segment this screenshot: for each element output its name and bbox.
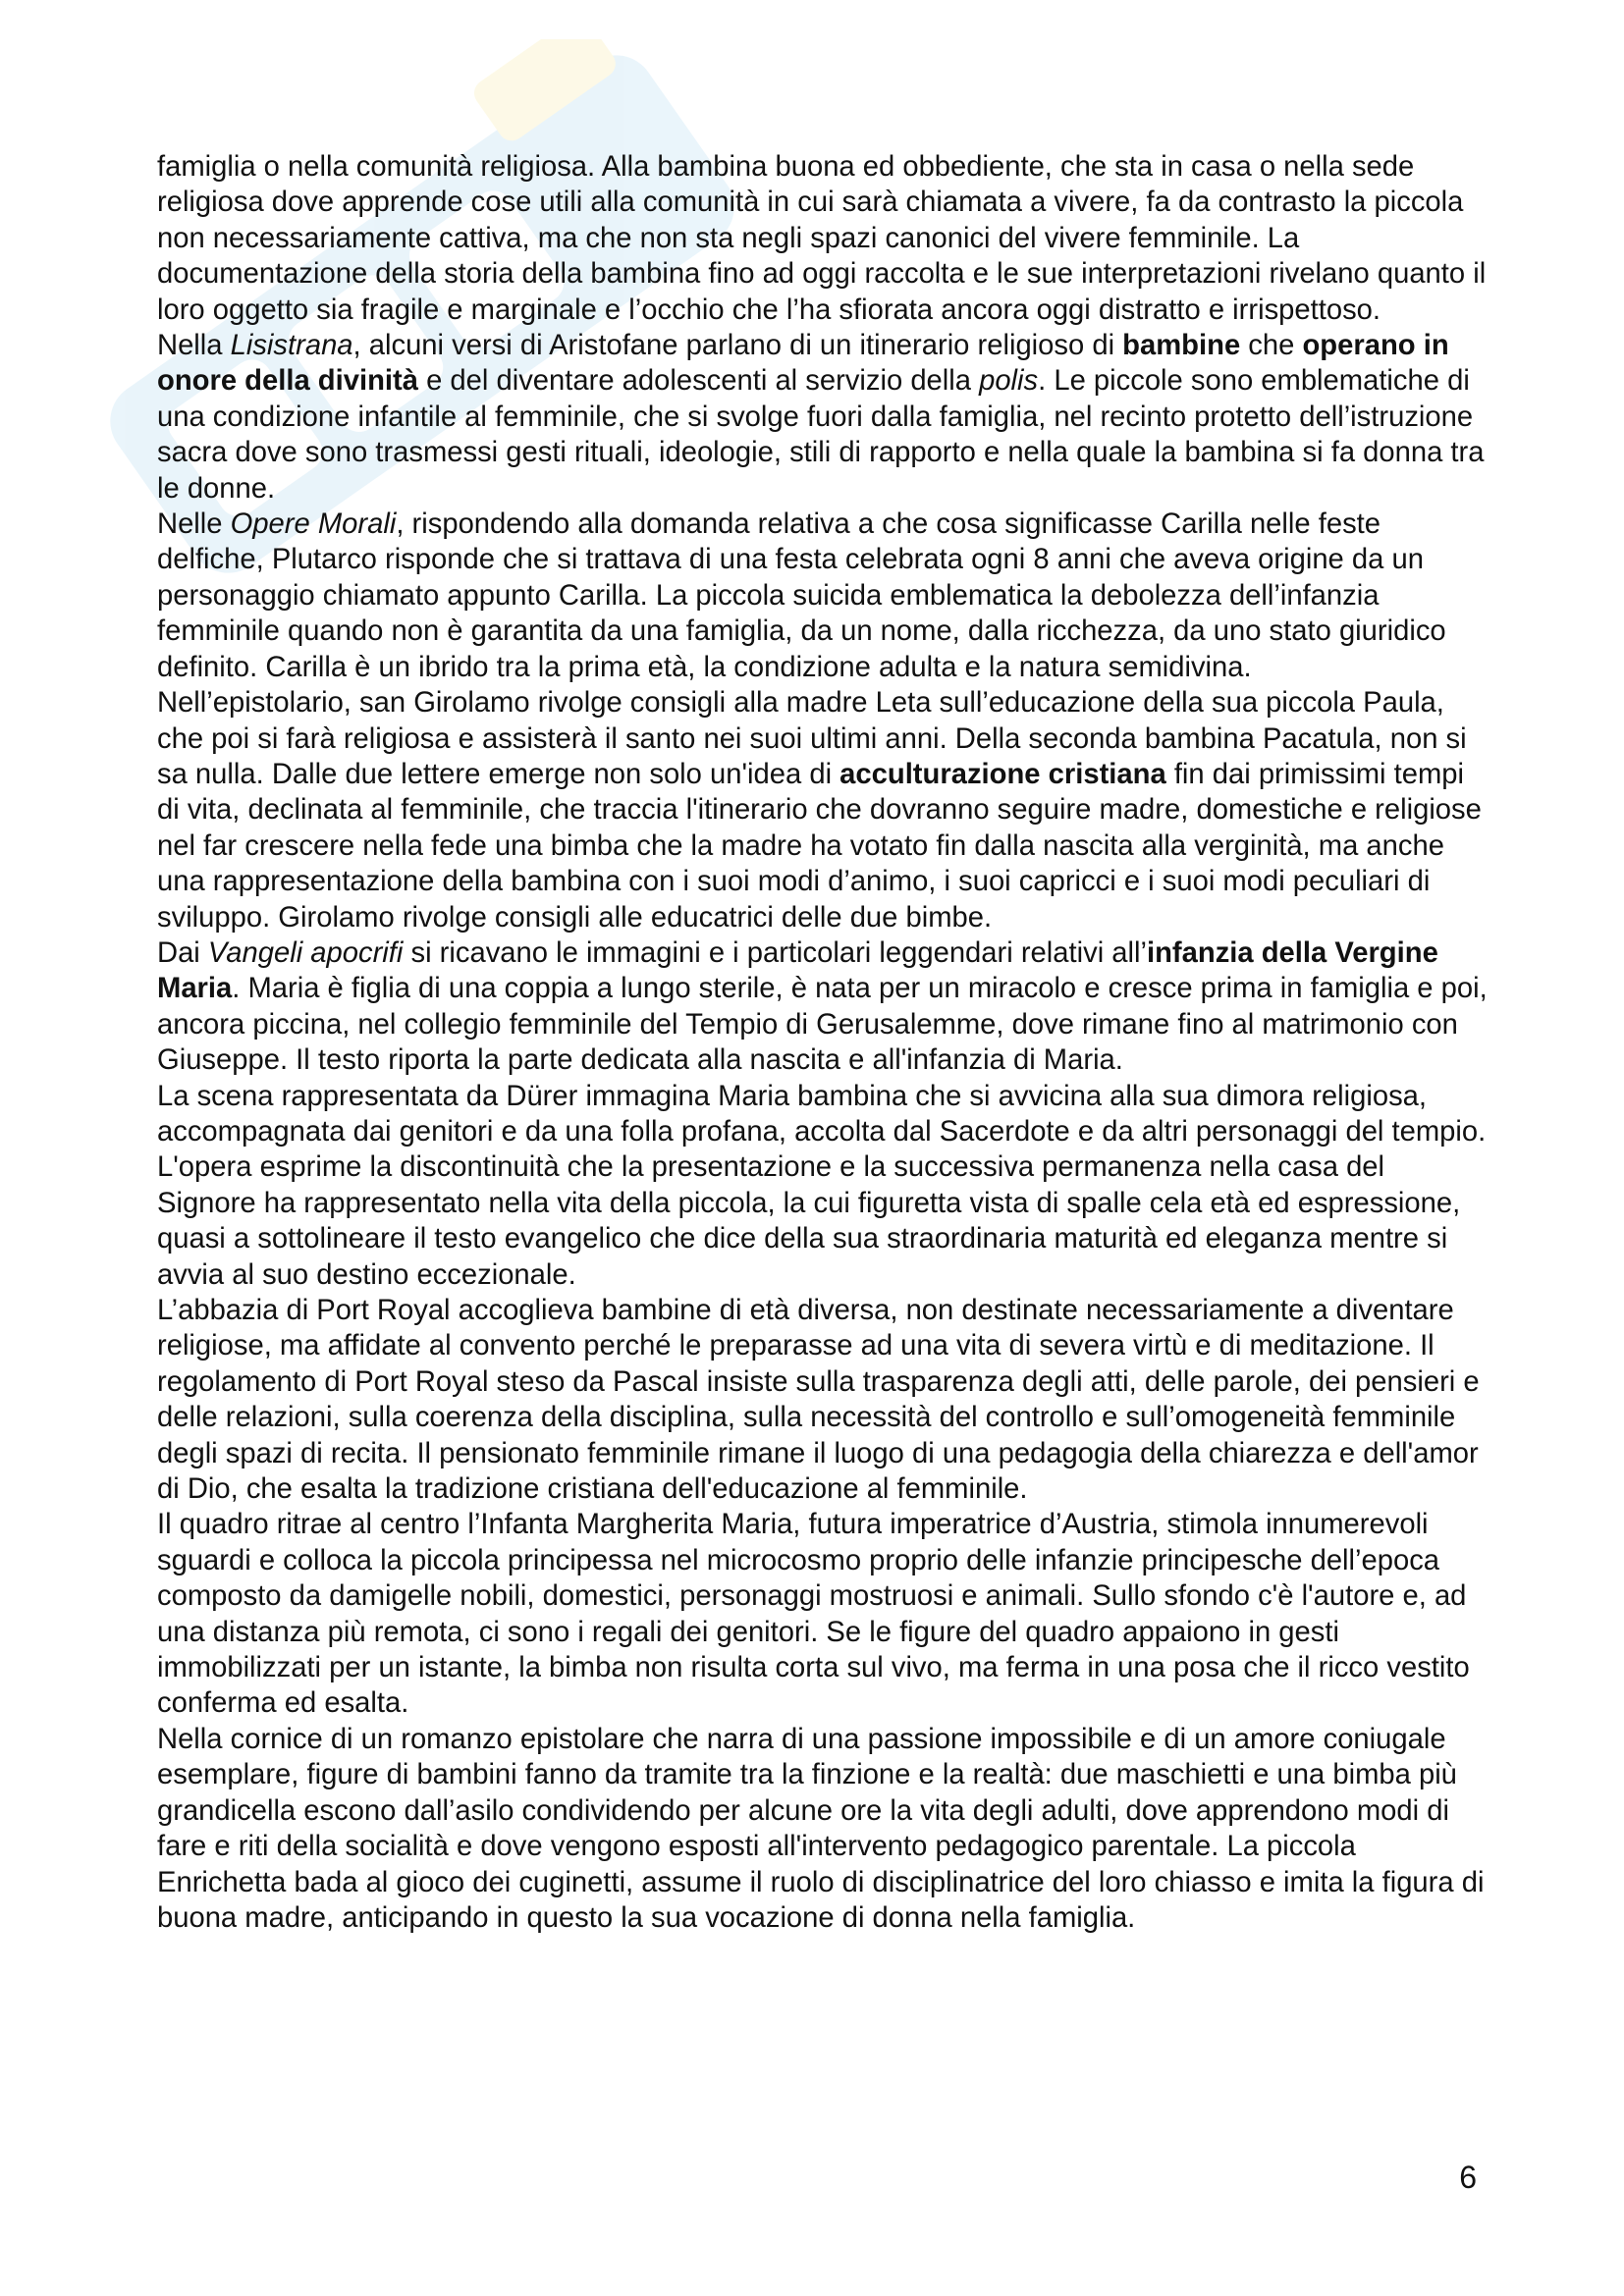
text-run: , rispondendo alla domanda relativa a che cosa significasse Carilla nelle feste delfiche, Plutarco risponde che si trattava di una festa celebrata ogni 8 anni che aveva origine da un personaggio chiamato appunto Carilla. La piccola suicida emblematica la debolezza dell’infanzia femminile quando non è garantita da una famiglia, da un nome, dalla ricchezza, da uno stato giuridico definito. Carilla è un ibrido tra la prima età, la condizione adulta e la natura semidivina. <box>157 508 1446 683</box>
paragraph <box>157 685 1489 935</box>
page-number: 6 <box>1459 2160 1477 2195</box>
text-run: fin dai primissimi tempi di vita, declinata al femminile, che traccia l'itinerario che dovranno seguire madre, domestiche e religiose nel far crescere nella fede una bimba che la madre ha votato fin dalla nascita alla verginità, ma anche una rappresentazione della bambina con i suoi modi d’animo, i suoi capricci e i suoi modi peculiari di sviluppo. Girolamo rivolge consigli alle educatrici delle due bimbe. <box>157 758 1482 934</box>
italic-text: Lisistrana <box>230 330 353 362</box>
text-run: La scena rappresentata da Dürer immagina Maria bambina che si avvicina alla sua dimora religiosa, accompagnata dai genitori e da una folla profana, accolta dal Sacerdote e da altri personaggi del tempio. L'opera esprime la discontinuità che la presentazione e la successiva permanenza nella casa del Signore ha rappresentato nella vita della piccola, la cui figuretta vista di spalle cela età ed espressione, quasi a sottolineare il testo evangelico che dice della sua straordinaria maturità ed eleganza mentre si avvia al suo destino eccezionale. <box>157 1080 1487 1291</box>
text-run: , alcuni versi di Aristofane parlano di un itinerario religioso di <box>352 330 1123 362</box>
bold-text: acculturazione cristiana <box>839 758 1166 790</box>
text-run: Nella cornice di un romanzo epistolare che narra di una passione impossibile e di un amore coniugale esemplare, figure di bambini fanno da tramite tra la finzione e la realtà: due maschietti e una bimba più grandicella escono dall’asilo condividendo per alcune ore la vita degli adulti, dove apprendono modi di fare e riti della socialità e dove vengono esposti all'intervento pedagogico parentale. La piccola Enrichetta bada al gioco dei cuginetti, assume il ruolo di disciplinatrice del loro chiasso e imita la figura di buona madre, anticipando in questo la sua vocazione di donna nella famiglia. <box>157 1723 1485 1934</box>
text-run: L’abbazia di Port Royal accoglieva bambine di età diversa, non destinate necessariamente a diventare religiose, ma affidate al convento perché le preparasse ad una vita di severa virtù e di meditazione. Il regolamento di Port Royal steso da Pascal insiste sulla trasparenza degli atti, delle parole, dei pensieri e delle relazioni, sulla coerenza della disciplina, sulla necessità del controllo e sull’omogeneità femminile degli spazi di recita. Il pensionato femminile rimane il luogo di una pedagogia della chiarezza e dell'amor di Dio, che esalta la tradizione cristiana dell'educazione al femminile. <box>157 1295 1480 1506</box>
bold-text: infanzia della Vergine Maria <box>157 936 1438 1005</box>
paragraph <box>157 1293 1489 1507</box>
bold-text: bambine <box>1122 330 1241 362</box>
text-run: Dai <box>157 936 208 969</box>
body-text <box>157 149 1489 1936</box>
paragraph <box>157 1722 1489 1936</box>
text-run: Nella <box>157 330 231 362</box>
text-run: Il quadro ritrae al centro l’Infanta Margherita Maria, futura imperatrice d’Austria, stimola innumerevoli sguardi e colloca la piccola principessa nel microcosmo proprio delle infanzie principesche dell’epoca composto da damigelle nobili, domestici, personaggi mostruosi e animali. Sullo sfondo c'è l'autore e, ad una distanza più remota, ci sono i regali dei genitori. Se le figure del quadro appaiono in gesti immobilizzati per un istante, la bimba non risulta corta sul vivo, ma ferma in una posa che il ricco vestito conferma ed esalta. <box>157 1509 1470 1720</box>
paragraph <box>157 328 1489 507</box>
paragraph <box>157 935 1489 1079</box>
italic-text: polis <box>979 365 1039 398</box>
paragraph <box>157 149 1489 328</box>
text-run: e del diventare adolescenti al servizio della <box>417 365 980 398</box>
italic-text: Opere Morali <box>230 508 397 541</box>
paragraph <box>157 1079 1489 1293</box>
text-run: che <box>1240 330 1303 362</box>
text-run: si ricavano le immagini e i particolari leggendari relativi all’ <box>403 936 1147 969</box>
italic-text: Vangeli apocrifi <box>207 936 404 969</box>
paragraph <box>157 1507 1489 1721</box>
text-run: . Maria è figlia di una coppia a lungo sterile, è nata per un miracolo e cresce prima in famiglia e poi, ancora piccina, nel collegio femminile del Tempio di Gerusalemme, dove rimane fino al matrimonio con Giuseppe. Il testo riporta la parte dedicata alla nascita e all'infanzia di Maria. <box>157 973 1488 1077</box>
text-run: famiglia o nella comunità religiosa. Alla bambina buona ed obbediente, che sta in casa o nella sede religiosa dove apprende cose utili alla comunità in cui sarà chiamata a vivere, fa da contrasto la piccola non necessariamente cattiva, ma che non sta negli spazi canonici del vivere femminile. La documentazione della storia della bambina fino ad oggi raccolta e le sue interpretazioni rivelano quanto il loro oggetto sia fragile e marginale e l’occhio che l’ha sfiorata ancora oggi distratto e irrispettoso. <box>157 151 1487 326</box>
text-run: Nelle <box>157 508 231 541</box>
text-run: Nell’epistolario, san Girolamo rivolge consigli alla madre Leta sull’educazione della sua piccola Paula, che poi si farà religiosa e assisterà il santo nei suoi ultimi anni. Della seconda bambina Pacatula, non si sa nulla. Dalle due lettere emerge non solo un'idea di <box>157 687 1467 790</box>
bold-text: operano in onore della divinità <box>157 330 1449 398</box>
text-run: . Le piccole sono emblematiche di una condizione infantile al femminile, che si svolge fuori dalla famiglia, nel recinto protetto dell’istruzione sacra dove sono trasmessi gesti rituali, ideologie, stili di rapporto e nella quale la bambina si fa donna tra le donne. <box>157 365 1485 505</box>
paragraph <box>157 507 1489 685</box>
